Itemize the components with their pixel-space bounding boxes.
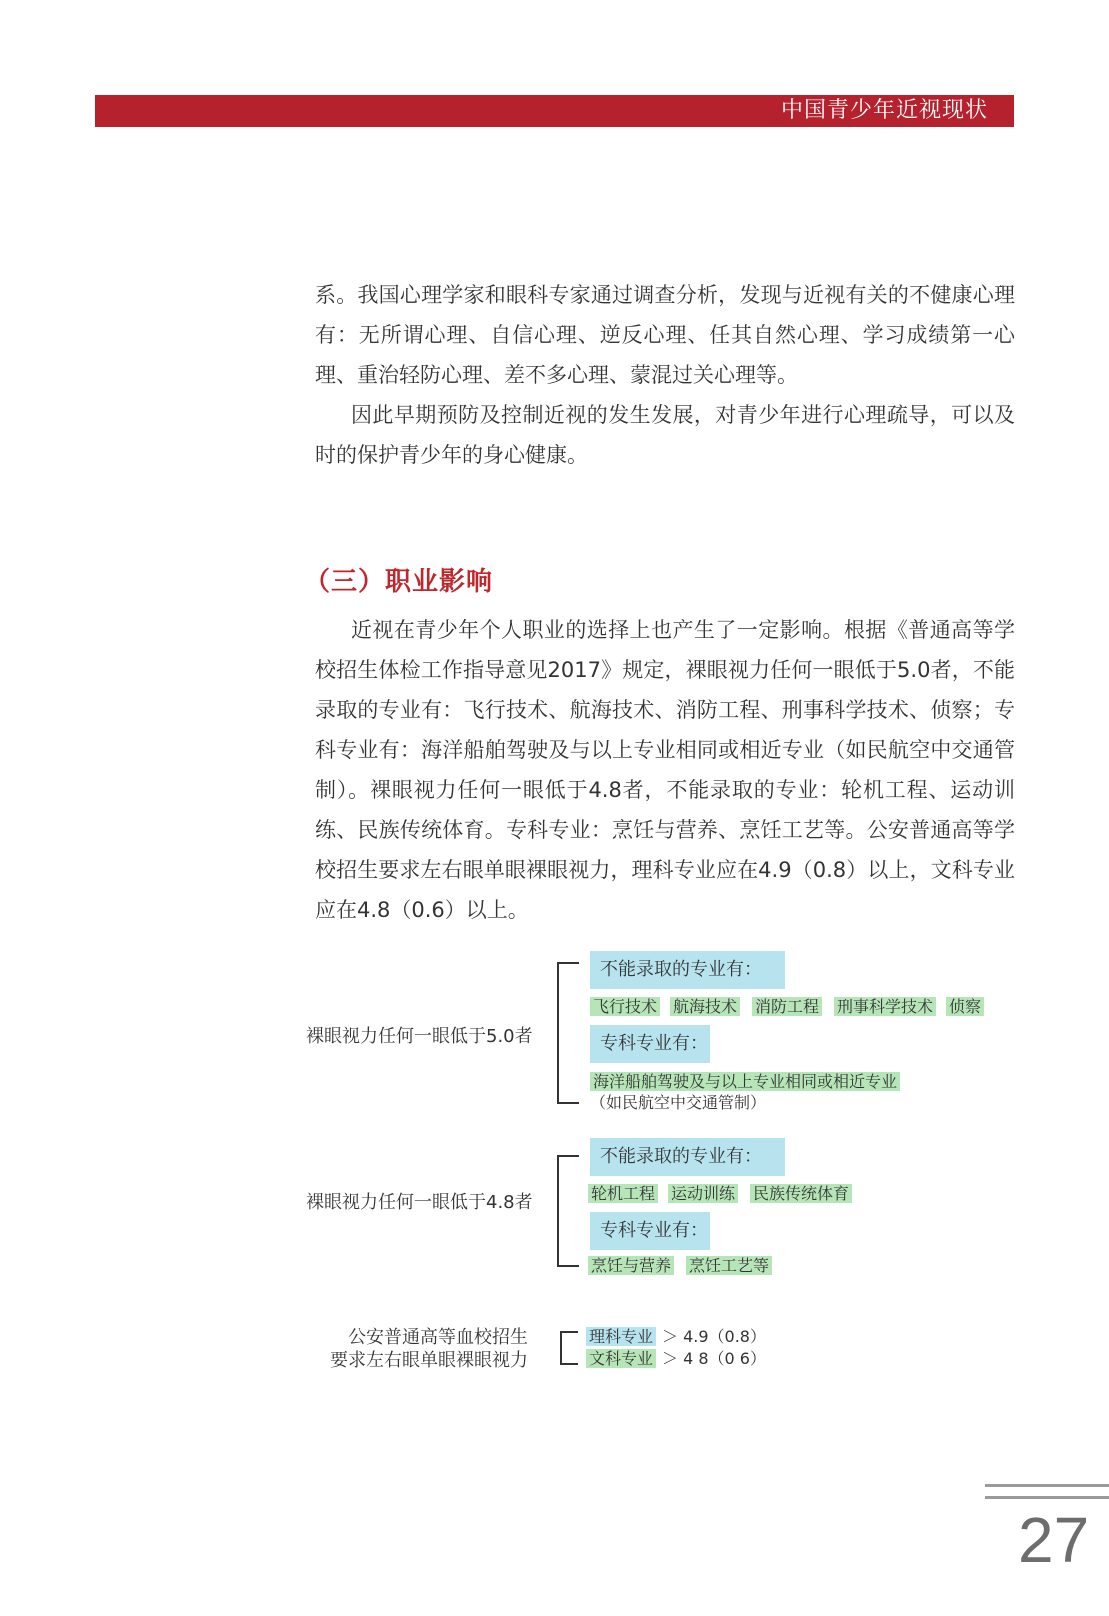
group2-tag: 轮机工程 (588, 1184, 658, 1203)
paragraph-psychology: 系。我国心理学家和眼科专家通过调查分析，发现与近视有关的不健康心理有：无所谓心理、自信心理、逆反心理、任其自然心理、学习成绩第一心理、重治轻防心理、差不多心理、蒙混过关心理等。 (315, 283, 1015, 387)
group1-specialty-note: （如民航空中交通管制） (590, 1093, 767, 1112)
group1-tag: 刑事科学技术 (834, 997, 936, 1016)
group3-arts-value: ＞ 4 8（0 6） (662, 1349, 766, 1368)
group3-label-line1: 公安普通高等血校招生 (348, 1327, 528, 1348)
paragraph-career: 近视在青少年个人职业的选择上也产生了一定影响。根据《普通高等学校招生体检工作指导意见2017》规定，裸眼视力任何一眼低于5.0者，不能录取的专业有：飞行技术、航海技术、消防工程、刑事科学技术、侦察；专科专业有：海洋船舶驾驶及与以上专业相同或相近专业（如民航空中交通管制）。裸眼视力任何一眼低于4.8者，不能录取的专业：轮机工程、运动训练、民族传统体育。专科专业：烹饪与营养、烹饪工艺等。公安普通高等学校招生要求左右眼单眼裸眼视力，理科专业应在4.9（0.8）以上，文科专业应在4.8（0.6）以上。 (315, 618, 1015, 922)
group1-specialty-tag: 海洋船舶驾驶及与以上专业相同或相近专业 (590, 1072, 900, 1091)
footer-rule-top (985, 1484, 1109, 1487)
group2-label: 裸眼视力任何一眼低于4.8者 (306, 1192, 533, 1213)
group2-tag: 运动训练 (668, 1184, 738, 1203)
group3-label-line2: 要求左右眼单眼裸眼视力 (330, 1350, 528, 1371)
group3-science-tag: 理科专业 (586, 1327, 656, 1346)
group2-bracket (557, 1155, 579, 1267)
group3-arts-tag: 文科专业 (586, 1349, 656, 1368)
group2-specialty-tag: 烹饪工艺等 (686, 1256, 772, 1275)
header-bar (95, 95, 1014, 127)
group1-heading-unacceptable: 不能录取的专业有： (590, 951, 785, 989)
group2-tag: 民族传统体育 (750, 1184, 852, 1203)
group2-specialty-tag: 烹饪与营养 (588, 1256, 674, 1275)
group1-tag: 侦察 (946, 997, 984, 1016)
footer-rule-bottom (985, 1496, 1109, 1499)
group1-tag: 消防工程 (752, 997, 822, 1016)
group1-tag: 飞行技术 (590, 997, 660, 1016)
paragraph-guidance: 因此早期预防及控制近视的发生发展，对青少年进行心理疏导，可以及时的保护青少年的身心健康。 (315, 403, 1015, 467)
group1-tag: 航海技术 (670, 997, 740, 1016)
group1-bracket (557, 962, 579, 1104)
group2-heading-specialty: 专科专业有： (590, 1212, 710, 1250)
group1-heading-specialty: 专科专业有： (590, 1025, 710, 1063)
section-title: （三）职业影响 (304, 567, 494, 597)
header-title: 中国青少年近视现状 (780, 98, 988, 123)
group3-bracket (560, 1331, 578, 1365)
group1-label: 裸眼视力任何一眼低于5.0者 (306, 1026, 533, 1047)
group3-science-value: ＞ 4.9（0.8） (662, 1327, 766, 1346)
group2-heading-unacceptable: 不能录取的专业有： (590, 1138, 785, 1176)
page-number: 27 (1018, 1504, 1090, 1576)
